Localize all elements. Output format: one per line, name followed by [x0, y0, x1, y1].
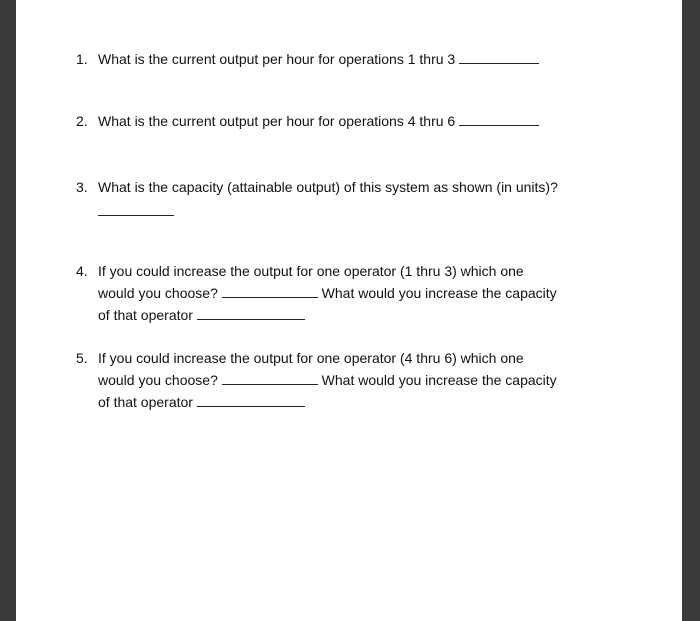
question-text-line-3: What would you increase the capacity — [321, 372, 557, 388]
capacity-blank[interactable] — [197, 392, 305, 407]
capacity-blank[interactable] — [197, 305, 305, 320]
question-text: What is the current output per hour for operations 4 thru 6 — [98, 113, 456, 129]
question-text-line-3: What would you increase the capacity — [321, 285, 557, 301]
question-1 — [76, 48, 638, 70]
question-text-line-4: of that operator — [98, 394, 193, 410]
question-5 — [76, 347, 638, 413]
question-2 — [76, 110, 638, 132]
question-number: 3. — [76, 179, 88, 195]
question-text-line-2: would you choose? — [98, 372, 218, 388]
question-3 — [76, 176, 638, 222]
question-number: 5. — [76, 350, 88, 366]
answer-blank[interactable] — [98, 201, 174, 216]
operator-choice-blank[interactable] — [222, 370, 318, 385]
question-number: 4. — [76, 263, 88, 279]
question-text-line-2: would you choose? — [98, 285, 218, 301]
question-text-line-1: If you could increase the output for one operator (1 thru 3) which one — [98, 263, 524, 279]
worksheet-page — [16, 0, 682, 621]
question-text: What is the current output per hour for operations 1 thru 3 — [98, 51, 456, 67]
answer-blank[interactable] — [459, 49, 539, 64]
question-text-line-4: of that operator — [98, 307, 193, 323]
question-number: 1. — [76, 51, 88, 67]
question-text: What is the capacity (attainable output) of this system as shown (in units)? — [98, 179, 558, 195]
answer-blank[interactable] — [459, 111, 539, 126]
question-text-line-1: If you could increase the output for one operator (4 thru 6) which one — [98, 350, 524, 366]
question-number: 2. — [76, 113, 88, 129]
question-4 — [76, 260, 638, 326]
operator-choice-blank[interactable] — [222, 283, 318, 298]
